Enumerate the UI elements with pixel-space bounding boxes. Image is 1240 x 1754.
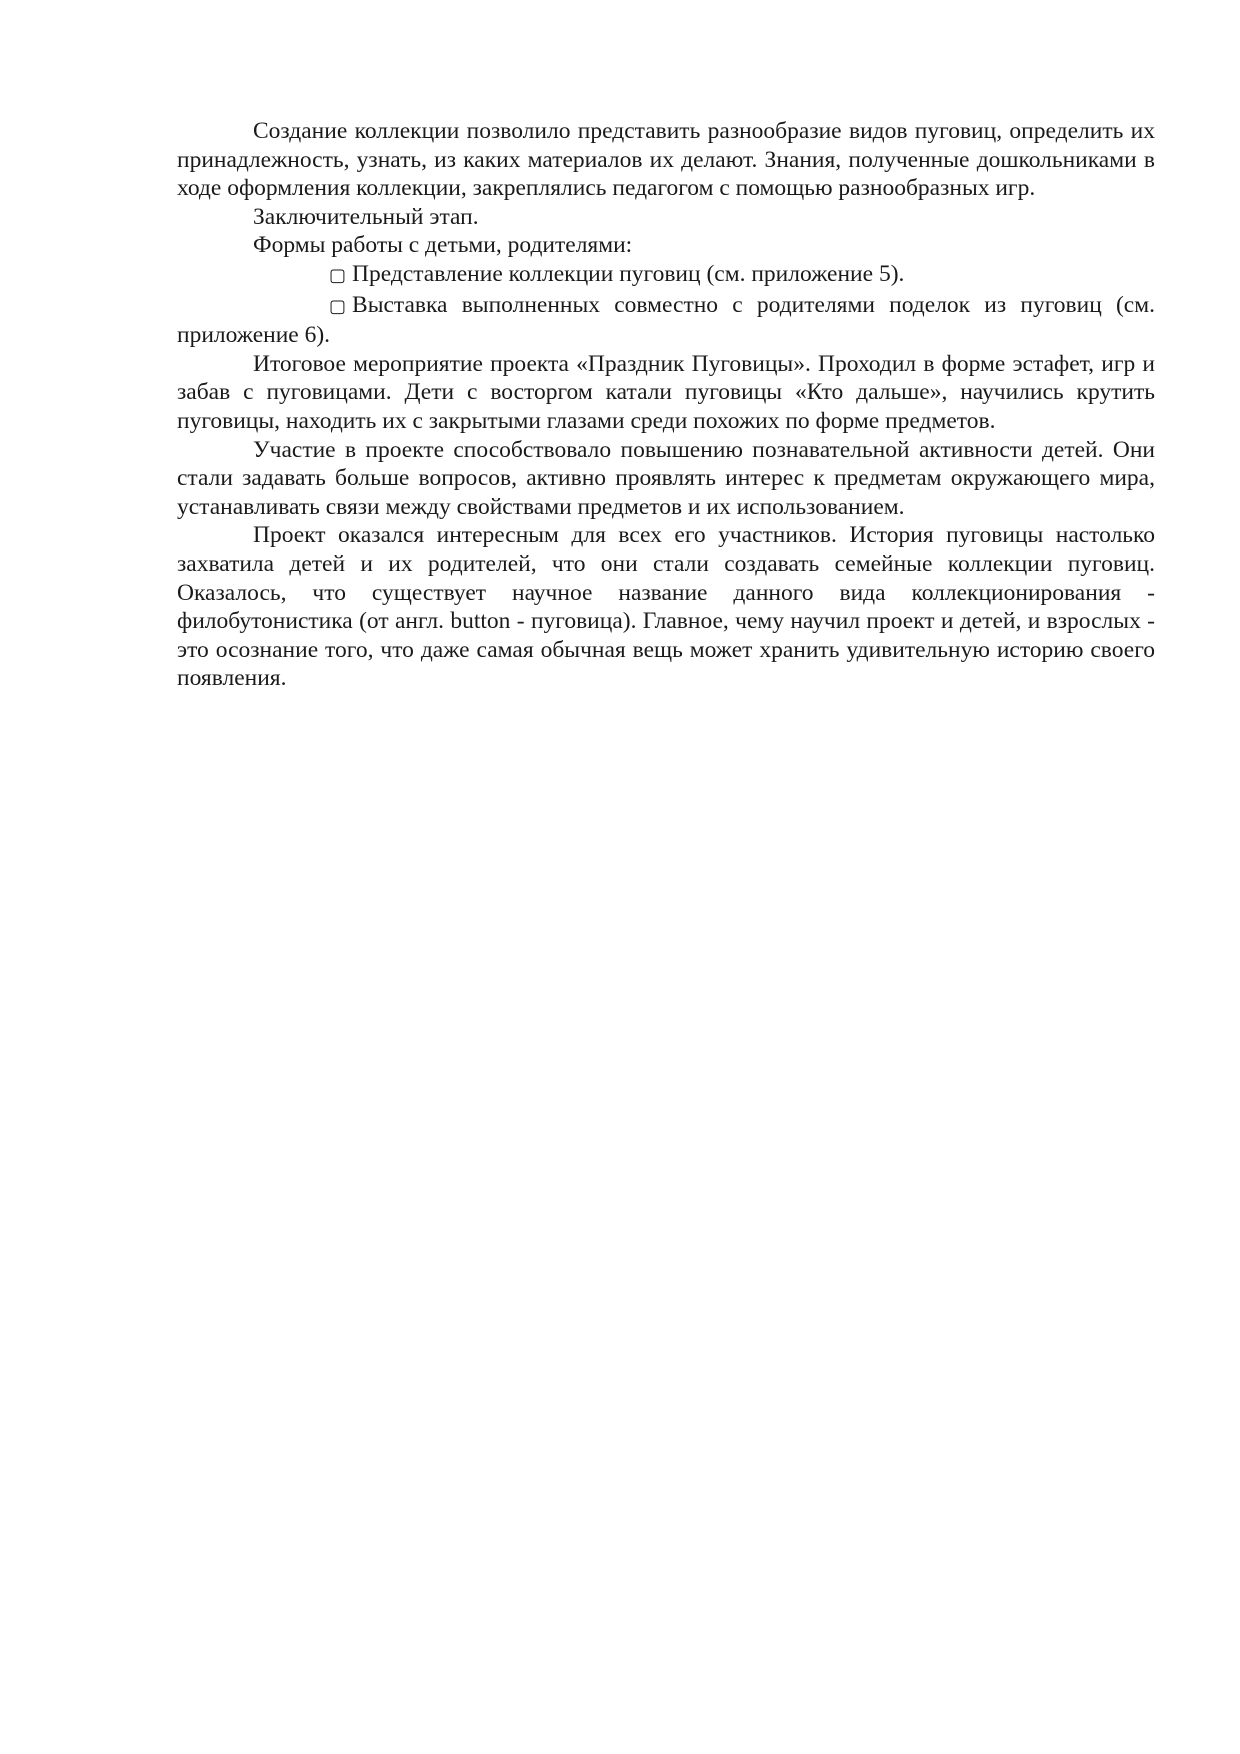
bullet-marker-icon: ▢: [329, 264, 347, 286]
paragraph-collection-creation: Создание коллекции позволило представить разнообразие видов пуговиц, определить их принадлежность, узнать, из каких материалов их делают. Знания, полученные дошкольниками в ходе оформления коллекции, закреплялись педагогом с помощью разнообразных игр.: [177, 118, 1155, 202]
paragraph-final-event: Итоговое мероприятие проекта «Праздник Пуговицы». Проходил в форме эстафет, игр и забав с пуговицами. Дети с восторгом катали пуговицы «Кто дальше», научились крутить пуговицы, находить их с закрытыми глазами среди похожих по форме предметов.: [177, 350, 1155, 434]
list-item: [177, 260, 1155, 291]
final-stage-heading: Заключительный этап.: [253, 203, 479, 230]
list-item: [177, 291, 1155, 350]
list-item-text: Представление коллекции пуговиц (см. приложение 5).: [352, 260, 905, 287]
work-forms-heading: Формы работы с детьми, родителями:: [253, 232, 633, 259]
list-item-text: Выставка выполненных совместно с родителями поделок из пуговиц (см. приложение 6).: [177, 291, 1155, 349]
paragraph-participation: Участие в проекте способствовало повышению познавательной активности детей. Они стали задавать больше вопросов, активно проявлять интерес к предметам окружающего мира, устанавливать связи между свойствами предметов и их использованием.: [177, 436, 1155, 520]
bullet-marker-icon: ▢: [329, 295, 347, 317]
document-body: [177, 117, 1155, 693]
paragraph-conclusion: Проект оказался интересным для всех его участников. История пуговицы настолько захватила детей и их родителей, что они стали создавать семейные коллекции пуговиц. Оказалось, что существует научное название данного вида коллекционирования - филобутонистика (от англ. button - пуговица). Главное, чему научил проект и детей, и взрослых - это осознание того, что даже самая обычная вещь может хранить удивительную историю своего появления.: [177, 522, 1155, 692]
